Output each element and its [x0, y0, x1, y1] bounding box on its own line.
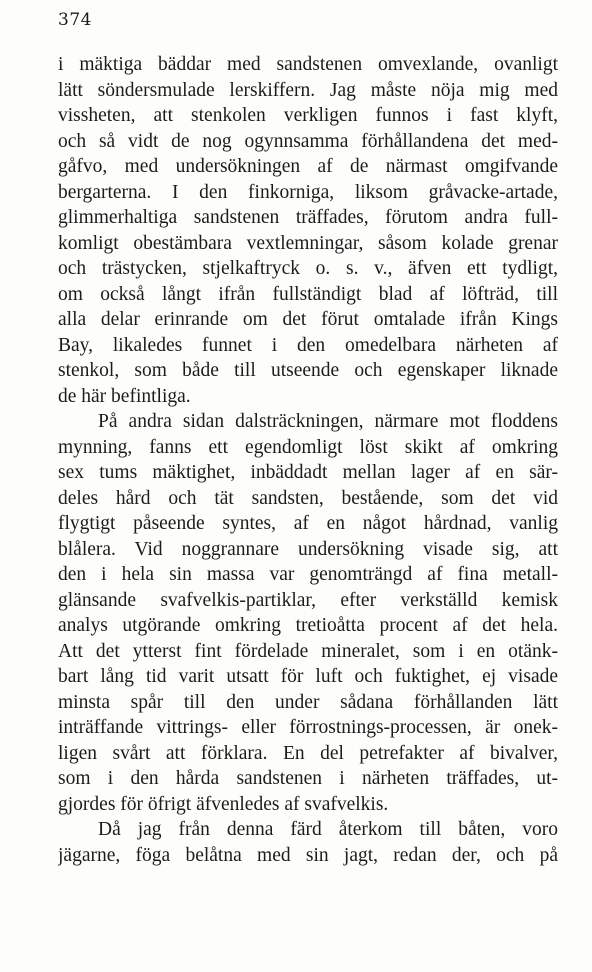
- paragraph-3: [58, 817, 558, 868]
- text-line: gåfvo, med undersökningen af de närmast omgifvande: [58, 156, 558, 177]
- page-number: 374: [58, 10, 92, 30]
- text-line: glimmerhaltiga sandstenen träffades, förutom andra full-: [58, 207, 558, 228]
- text-line: sex tums mäktighet, inbäddadt mellan lager af en sär-: [58, 462, 558, 483]
- text-line: minsta spår till den under sådana förhållanden lätt: [58, 691, 558, 713]
- text-line: gjordes för öfrigt äfvenledes af svafvelkis.: [58, 793, 389, 815]
- text-line: På andra sidan dalsträckningen, närmare mot floddens: [98, 411, 558, 432]
- text-line: som i den hårda sandstenen i närheten träffades, ut-: [58, 768, 558, 789]
- text-line: alla delar erinrande om det förut omtalade ifrån Kings: [58, 309, 558, 330]
- text-line: lätt söndersmulade lerskiffern. Jag måste nöja mig med: [58, 79, 558, 101]
- text-line: Bay, likaledes funnet i den omedelbara närheten af: [58, 334, 558, 356]
- text-line: om också långt ifrån fullständigt blad af löfträd, till: [58, 283, 558, 305]
- text-line: ligen svårt att förklara. En del petrefakter af bivalver,: [58, 742, 558, 764]
- text-line: och trästycken, stjelkaftryck o. s. v., äfven ett tydligt,: [58, 258, 558, 279]
- text-line: stenkol, som både till utseende och egenskaper liknade: [58, 360, 558, 381]
- paragraph-2: [58, 409, 558, 817]
- text-line: Då jag från denna färd återkom till båten, voro: [98, 819, 558, 840]
- text-line: deles hård och tät sandsten, bestående, som det vid: [58, 487, 558, 509]
- text-line: blålera. Vid noggrannare undersökning visade sig, att: [58, 538, 558, 560]
- text-line: inträffande vittrings- eller förrostnings-processen, är onek-: [58, 717, 558, 738]
- text-line: Att det ytterst fint fördelade mineralet, som i en otänk-: [58, 640, 558, 662]
- text-line: mynning, fanns ett egendomligt löst skikt af omkring: [58, 436, 558, 458]
- text-line: komligt obestämbara vextlemningar, såsom kolade grenar: [58, 232, 558, 254]
- text-line: den i hela sin massa var genomträngd af fina metall-: [58, 564, 558, 585]
- text-line: flygtigt påseende syntes, af en något hårdnad, vanlig: [58, 513, 558, 534]
- text-line: bergarterna. I den finkorniga, liksom gråvacke-artade,: [58, 181, 558, 203]
- paragraph-1: [58, 52, 558, 409]
- text-line: bart lång tid varit utsatt för luft och fuktighet, ej visade: [58, 666, 558, 687]
- text-line: analys utgörande omkring tretioåtta procent af det hela.: [58, 615, 558, 636]
- text-line: jägarne, föga belåtna med sin jagt, redan der, och på: [58, 844, 558, 866]
- body-text: [58, 52, 558, 868]
- text-line: de här befintliga.: [58, 385, 191, 407]
- text-line: vissheten, att stenkolen verkligen funnos i fast klyft,: [58, 105, 558, 126]
- text-line: och så vidt de nog ogynnsamma förhållandena det med-: [58, 130, 558, 152]
- text-line: glänsande svafvelkis-partiklar, efter verkställd kemisk: [58, 589, 558, 611]
- text-line: i mäktiga bäddar med sandstenen omvexlande, ovanligt: [58, 54, 558, 75]
